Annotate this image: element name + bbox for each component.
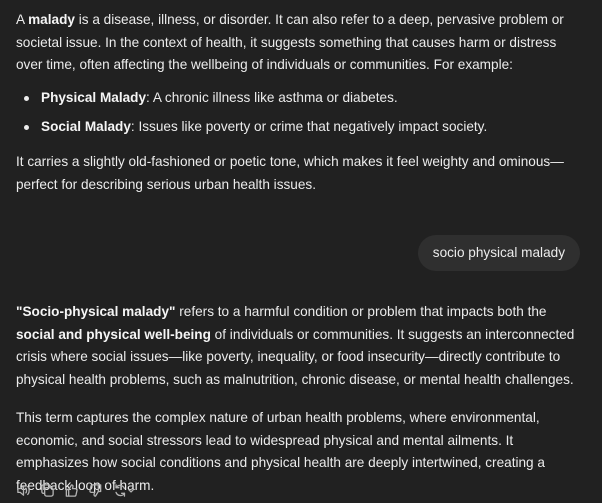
copy-button[interactable] bbox=[40, 483, 55, 498]
user-message-text: socio physical malady bbox=[432, 245, 565, 260]
explanation-paragraph: This term captures the complex nature of urban health problems, where environmental, economic, and social stressors lead to widespread physical and mental ailments. It emphasizes how social conditions and physical health are deeply intertwined, creating a feedback loop of harm. bbox=[16, 410, 545, 493]
good-response-button[interactable] bbox=[64, 483, 79, 498]
read-aloud-button[interactable] bbox=[16, 483, 31, 498]
intro-paragraph bbox=[16, 9, 576, 77]
regenerate-icon bbox=[112, 483, 136, 498]
copy-icon bbox=[40, 483, 55, 498]
list-item-text: : A chronic illness like asthma or diabetes. bbox=[146, 90, 398, 105]
closing-paragraph: It carries a slightly old-fashioned or poetic tone, which makes it feel weighty and ominous—perfect for describing serious urban health issues. bbox=[16, 154, 564, 192]
list-item-label: Social Malady bbox=[41, 119, 131, 134]
list-item-text: : Issues like poverty or crime that negatively impact society. bbox=[130, 119, 488, 134]
intro-text-2: is a disease, illness, or disorder. It can also refer to a deep, pervasive problem or societal issue. In the context of health, it suggests something that causes harm or distress over time, often affecting the wellbeing of individuals or communities. For example: bbox=[16, 12, 564, 72]
definition-bold: social and physical well-being bbox=[16, 326, 211, 342]
user-message-bubble bbox=[418, 235, 580, 271]
definition-paragraph bbox=[16, 301, 576, 391]
assistant-message-1 bbox=[16, 9, 576, 196]
message-actions-bar bbox=[16, 480, 136, 500]
speaker-icon bbox=[16, 483, 31, 498]
bad-response-button[interactable] bbox=[88, 483, 103, 498]
examples-list bbox=[16, 87, 576, 145]
list-item bbox=[16, 87, 576, 116]
list-item bbox=[16, 116, 576, 145]
definition-text-2: of individuals or communities. It suggests an interconnected crisis where social issues—like poverty, inequality, or food insecurity—directly contribute to physical health problems, such as malnutrition, chronic disease, or mental health challenges. bbox=[16, 326, 575, 387]
assistant-message-2 bbox=[16, 301, 576, 497]
term-bold: "Socio-physical malady" bbox=[16, 304, 176, 319]
thumbs-up-icon bbox=[64, 483, 79, 498]
thumbs-down-icon bbox=[88, 483, 103, 498]
list-item-label: Physical Malady bbox=[41, 90, 147, 105]
definition-text-1: refers to a harmful condition or problem that impacts both the bbox=[175, 304, 547, 319]
regenerate-button[interactable] bbox=[112, 483, 136, 498]
intro-bold-malady: malady bbox=[28, 12, 75, 27]
intro-text-1: A bbox=[16, 12, 29, 27]
